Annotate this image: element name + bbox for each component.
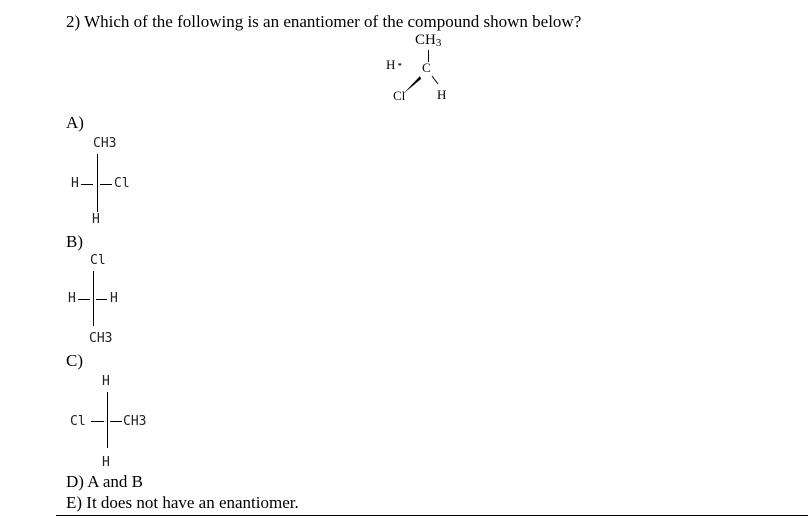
option-b-bottom: CH3 bbox=[89, 331, 113, 346]
option-b-left: H bbox=[68, 291, 76, 306]
option-a-label: A) bbox=[66, 113, 84, 132]
option-c-label: C) bbox=[66, 351, 83, 370]
compound-bottom-left-atom: Cl bbox=[393, 88, 406, 103]
option-d: D) A and B bbox=[66, 472, 143, 491]
option-c-right-bond bbox=[110, 421, 122, 422]
option-e: E) It does not have an enantiomer. bbox=[66, 493, 299, 512]
option-a-left: H bbox=[71, 176, 79, 191]
option-b-right: H bbox=[110, 291, 118, 306]
option-b-top: Cl bbox=[90, 253, 106, 268]
option-c-vertical-bond bbox=[107, 392, 108, 448]
option-b-vertical-bond bbox=[93, 271, 94, 326]
option-c-right: CH3 bbox=[123, 414, 147, 429]
compound-bottom-right-atom: H bbox=[437, 87, 447, 102]
bottom-divider bbox=[56, 515, 808, 516]
option-a-top: CH3 bbox=[93, 136, 117, 151]
option-c-bottom: H bbox=[102, 455, 110, 470]
option-c-top: H bbox=[102, 374, 110, 389]
compound-left-atom: H bbox=[386, 57, 396, 72]
option-a-right: Cl bbox=[114, 176, 130, 191]
option-b-right-bond bbox=[96, 299, 107, 300]
compound-center-atom: C bbox=[422, 60, 431, 75]
option-c-left-bond bbox=[91, 421, 104, 422]
option-a-right-bond bbox=[100, 184, 112, 185]
compound-dashed-bond: '''''' bbox=[398, 62, 401, 71]
option-a-vertical-bond bbox=[97, 154, 98, 212]
option-a-bottom: H bbox=[92, 212, 100, 227]
option-c-left: Cl bbox=[70, 414, 86, 429]
question-text: 2) Which of the following is an enantiomer of the compound shown below? bbox=[66, 12, 582, 31]
option-b-label: B) bbox=[66, 232, 83, 251]
compound-top-group: $CH_3$ bbox=[415, 32, 442, 49]
option-a-left-bond bbox=[81, 184, 93, 185]
option-b-left-bond bbox=[78, 299, 90, 300]
compound-lower-bonds bbox=[400, 72, 460, 96]
